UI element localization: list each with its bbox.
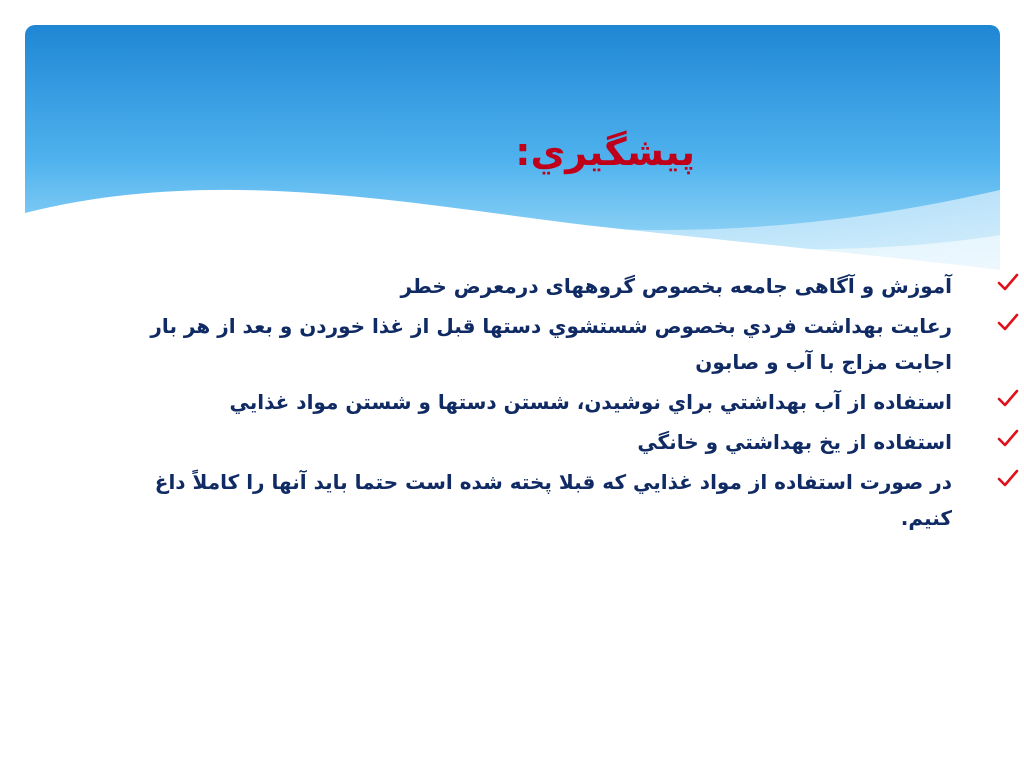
bullet-item [100,464,1020,536]
checkmark-icon [996,466,1020,490]
bullet-item [100,268,1020,304]
bullet-text: استفاده از یخ بهداشتي و خانگي [637,430,952,454]
checkmark-icon [996,426,1020,450]
bullet-item [100,384,1020,420]
bullet-text: آموزش و آگاهی جامعه بخصوص گروههای درمعرض خطر [400,274,952,298]
slide-title: پيشگيري: [515,130,695,174]
checkmark-icon [996,386,1020,410]
bullet-text: استفاده از آب بهداشتي براي نوشيدن، شستن دستها و شستن مواد غذايي [229,390,952,414]
bullet-list [100,268,1020,536]
slide-content [100,268,1020,540]
checkmark-icon [996,270,1020,294]
bullet-text: در صورت استفاده از مواد غذايي كه قبلا پخته شده است حتما بايد آنها را كاملاً داغ كنيم. [154,470,952,530]
checkmark-icon [996,310,1020,334]
bullet-item [100,424,1020,460]
bullet-text: رعایت بهداشت فردي بخصوص شستشوي دستها قبل از غذا خوردن و بعد از هر بار اجابت مزاج با آب و صابون [150,314,952,374]
bullet-item [100,308,1020,380]
